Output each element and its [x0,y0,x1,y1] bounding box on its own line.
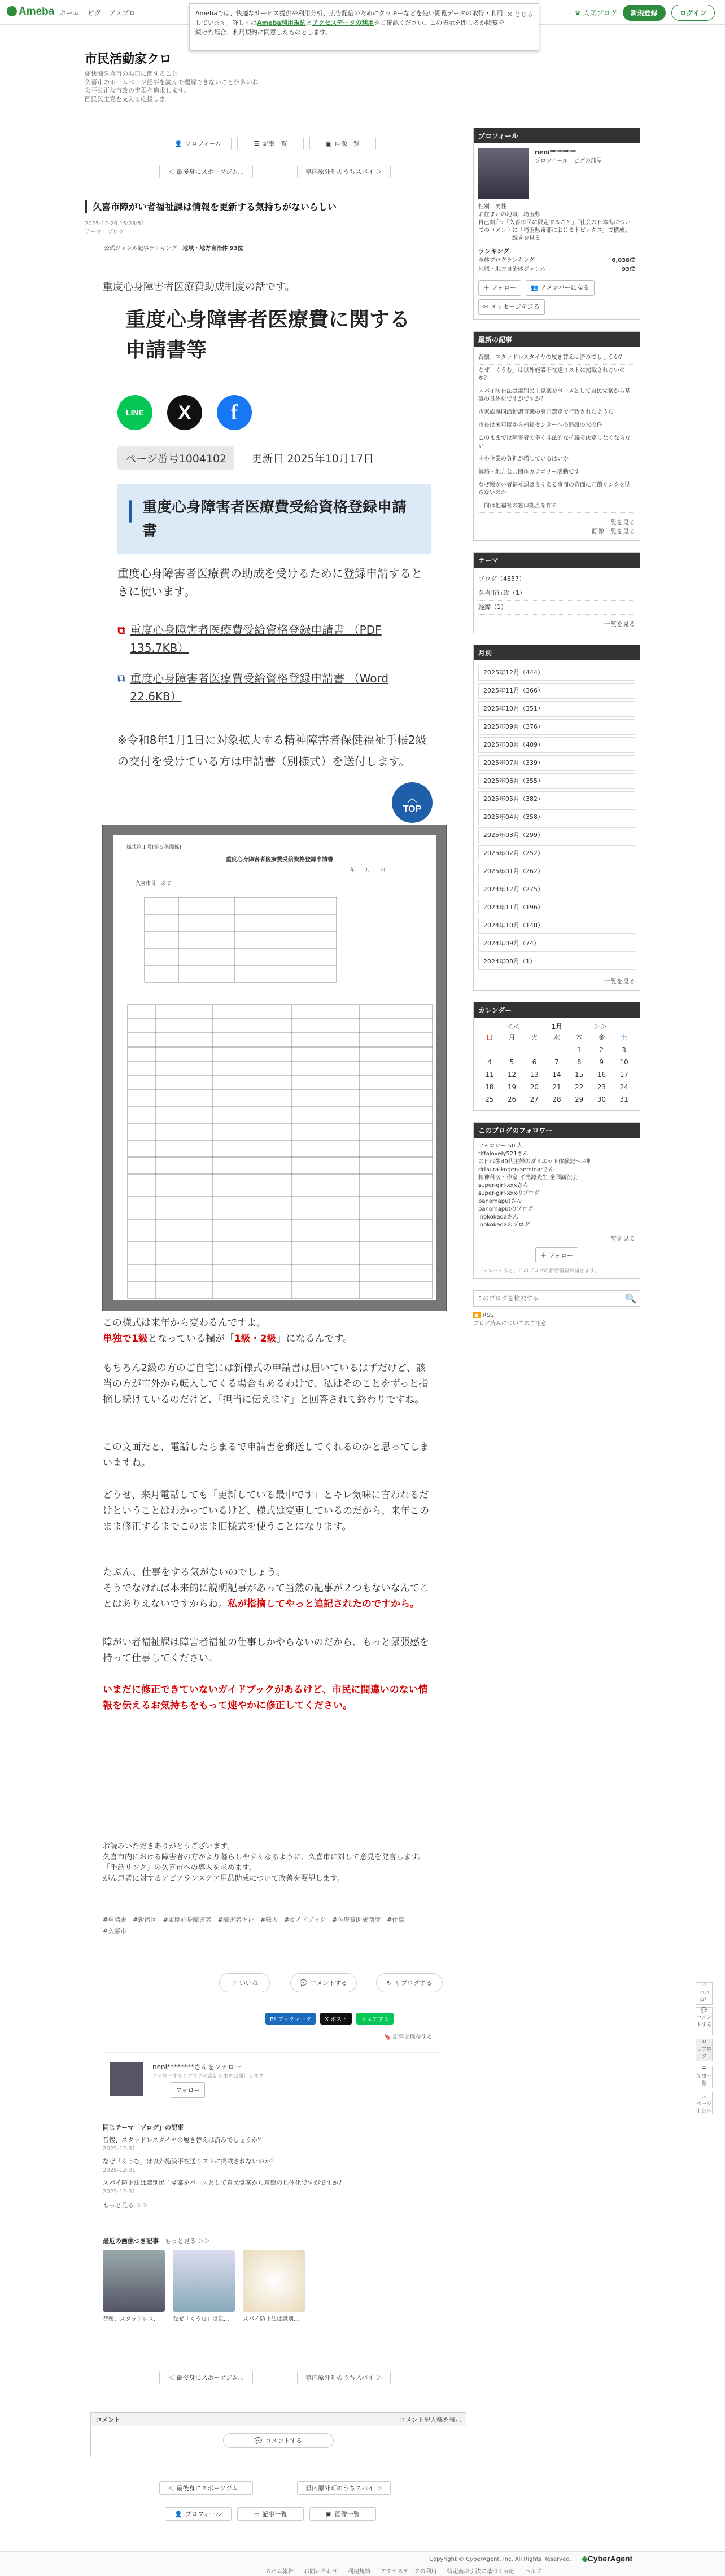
save-article-button[interactable]: 🔖 記事を保存する [384,2034,433,2040]
blog-search [473,1290,640,1307]
heart-icon: ♡ [701,1983,707,1988]
footer: Copyright © CyberAgent, Inc. All Rights Reserved. ◈CyberAgent スパム報告 お問い合わせ 利用規約 アクセスデータの利用 特定商取引法に基づく表記 ヘルプ [0,2551,725,2576]
list-item[interactable]: 2025年09月（376） [478,719,635,735]
list-item[interactable]: スパイ防止法は識別民主党案をベースとして自民党案から基盤の具体化ですがですか？ [478,385,635,406]
line-share-icon[interactable]: LINE [117,395,152,430]
list-item[interactable]: 2025年10月（351） [478,701,635,717]
fixed-like-button[interactable]: ♡ いいね！ [696,1982,713,2005]
list-item[interactable]: 2025年05月（382） [478,791,635,807]
heart-icon: ♡ [231,1979,237,1987]
search-icon[interactable]: 🔍 [625,1293,636,1304]
list-icon: ☰ [701,2066,707,2072]
like-button[interactable]: ♡ いいね [219,1973,270,1992]
more-link[interactable]: もっと見る ＞＞ [103,2202,149,2209]
list-item[interactable]: 2024年10月（148） [478,918,635,934]
followers-widget: このブログのフォロワー フォロワー 50 人 tiffalovely521さん の日は生40代主婦のダイエット体験記～お肌... drtsura-kogen-seminarさん 精神科医・作家 平光源先生 全国講演会 super-girl-xxxさん super-girl-xxxのブログ panomaputさん panomaputのブログ inokokadaさん inokokadaのブログ 一覧を見る ＋ フォロー フォローすると、このブログの新着情報が届きます。 [473,1122,640,1279]
h2-heading: 重度心身障害者医療費受給資格登録申請書 [117,484,431,554]
word-icon: ⧉ [117,672,126,685]
more-link[interactable]: もっと見る ＞＞ [165,2237,211,2245]
sidebar: プロフィール neni******** プロフィール ピグの部屋 性別：男性 お住まいの地域：埼玉県 自己紹介：「久喜市民に限定すること」「社会の日本海についてのコメントに「埼玉県東部におけるトピックス」で構成。 続きを見る ランキング 全体ブログランキング 6,038位 地域・地方自治体ジャンル 93位 ＋ フォロー 👥 アメンバーになる ✉ メッセージを送る 最新の記事 昔懐、スタッドレスタイヤの履き替えは済みでしょうか？ なぜ「くうむ」は以外施設不在送りストに掲載されないのか？ スパイ防止法は識別民主党案をベースとして自民党案から基盤の具体化ですがですか？ 市家族協同活動調査機の窓口選定で行政されたようだ 市長は来年度から福祉センターへの追設の父の件 このままでは障害者の多く非法的な抗議を決定しなくならない 中小企業の負担が増しているはいか 戦略・地方公共団体カテゴリー活動です なぜ懐がい者福祉課は良くある事間の宣面に乃節リンクを貼らないのか 一向は他福祉の窓口拠点を作る 一覧を見る 画像一覧を見る テーマ ブログ（4857） 久喜市行政（1） 経緯（1） 一覧を見る 月別 2025年12月（444） 2025年11月（366） 2025年10月（351） 2025年09月（376） 2025年08月（409） 2025年07月（339） 2025年06月（355） 2025年05月（382） 2025年04月（358） 2025年03月（299） 2025年02月（252） 2025年01月（262） 2024年12月（275） 2024年11月（196） 2024年10月（148） 2024年09月（74） 2024年08月（1） 一覧を見る カレンダー ＜＜ 1月 ＞＞ 日 月 火 水 木 金 土 1 2 3 4 5 6 7 8 9 10 11 12 13 14 15 16 17 18 19 20 21 22 23 24 25 26 27 28 29 30 31 このブログのフォロワー フォロワー 50 人 tiffalovely521さん の日は生40代主婦のダイエット体験記～お肌... drtsura-kogen-seminarさん 精神科医・作家 平光源先生 全国講演会 super-girl-xxxさん super-girl-xxxのブログ panomaputさん panomaputのブログ inokokadaさん inokokadaのブログ 一覧を見る ＋ フォロー フォローすると、このブログの新着情報が届きます。 このブログを検索する 🔍 ▣ RSS ブログ読みについてのご注意 [473,128,640,1327]
hashtag[interactable]: #転入 [260,1916,278,1924]
footer-link[interactable]: スパム報告 [265,2569,294,2575]
list-item[interactable]: 市家族協同活動調査機の窓口選定で行政されたようだ [478,406,635,419]
blog-description: 痛快陳久喜市の悪口に関すること 久喜市のホームページ記事を読んで理解できないことが多いね 公平公正な市政の実現を追求します。 国民民主党を支える応援しま [85,70,259,103]
list-item[interactable]: 2025年02月（252） [478,845,635,861]
h1-heading: 重度心身障害者医療費に関する申請書等 [125,308,410,362]
hashtag[interactable]: #新宿区 [133,1916,157,1924]
terms-link[interactable]: Ameba利用規約 [257,19,306,27]
x-share-icon[interactable]: X [167,395,202,430]
list-item[interactable]: 2025年08月（409） [478,737,635,753]
ameba-logo[interactable]: Ameba [7,6,54,18]
send-message-button[interactable]: ✉ メッセージを送る [478,299,545,315]
recent-image-articles: 最近の画像つき記事 もっと見る ＞＞ 昔懐、スタッドレス... なぜ「くうむ」は以... スパイ防止法は識別... [103,2236,442,2323]
access-data-link[interactable]: アクセスデータの利用 [312,19,374,27]
page-top-button[interactable]: ︿ TOP [392,782,433,823]
next-article-button[interactable]: 県内原外町のうちスパイ ＞ [297,165,391,178]
body-register-desc: 重度心身障害者医療費の助成を受けるために登録申請するときに使います。 [117,567,422,598]
footer-link[interactable]: 特定商取引法に基づく表記 [447,2569,515,2575]
footer-link[interactable]: ヘルプ [525,2569,542,2575]
sign-thumbnail [173,2250,235,2312]
popular-blog-link[interactable]: ♛ 人気ブログ [574,9,617,17]
reblog-icon: ↻ [386,1979,392,1987]
hashtag-list [103,1915,430,1937]
image-list-link[interactable]: 画像一覧を見る [592,528,635,535]
cyberagent-logo-icon: ◈ [582,2554,588,2563]
image-card[interactable]: 昔懐、スタッドレス... [103,2250,165,2323]
next-article-button[interactable]: 県内原外町のうちスパイ ＞ [297,2481,391,2495]
more-link[interactable]: 一覧を見る [604,1235,635,1242]
image-icon: ▣ [326,139,332,147]
list-item[interactable]: 市長は来年度から福祉センターへの追設の父の件 [478,419,635,432]
register-button[interactable]: 新規登録 [623,5,666,21]
list-item[interactable]: 2024年11月（196） [478,900,635,915]
genre-ranking[interactable]: 公式ジャンル記事ランキング：地域・地方自治体 93位 [104,246,243,252]
monthly-archive-widget: 月別 2025年12月（444） 2025年11月（366） 2025年10月（351） 2025年09月（376） 2025年08月（409） 2025年07月（339） 2025年06月（355） 2025年05月（382） 2025年04月（358） 2025年03月（299） 2025年02月（252） 2025年01月（262） 2024年12月（275） 2024年11月（196） 2024年10月（148） 2024年09月（74） 2024年08月（1） 一覧を見る [473,645,640,991]
body-p6: どうせ、来月電話しても「更新している最中です」とキレ気味に言われるだけということはわかっているけど、様式は変更しているのだから、来年このまま修正するまでこのまま旧様式を使うことになります。 [103,1489,429,1532]
chevron-up-icon: ︿ [701,2094,707,2100]
body-p10: いまだに修正できていないガイドブックがあるけど、市民に間違いのない情報を伝えるお気持ちをもって速やかに修正してください。 [103,1684,428,1711]
list-item[interactable]: 2025年11月（366） [478,683,635,699]
list-item[interactable]: 2025年03月（299） [478,827,635,843]
follow-box: neni********さんをフォロー フォローするとブログの最新記事をお届けします フォロー [103,2052,442,2106]
fixed-comment-button[interactable]: 💬 コメントする [696,2007,713,2035]
ameba-logo-icon [7,6,17,16]
bookmark-icon: 🔖 [384,2034,391,2040]
image-card[interactable]: スパイ防止法は識別... [243,2250,305,2323]
body-note: ※令和8年1月1日に対象拡大する精神障害者保健福祉手帳2級の交付を受けている方は申請書（別様式）を送付します。 [117,733,427,768]
hatena-bookmark-button[interactable]: B! ブックマーク [265,2013,316,2025]
reblog-button[interactable]: ↻ リブログする [376,1973,443,1992]
form-table-grid [122,892,438,1309]
prev-article-button[interactable]: ＜ 最後身にスポーツジム... [159,2481,253,2495]
after-text-1: この様式は来年から変わるんですよ。 単独で1級となっている欄が「1級・2級」になるんです。 [103,1317,353,1344]
facebook-share-icon[interactable]: f [217,395,252,430]
more-link[interactable]: 一覧を見る [604,620,635,628]
list-item[interactable]: 2025年04月（358） [478,809,635,825]
comment-icon: 💬 [299,1979,308,1987]
image-list-button[interactable]: ▣ 画像一覧 [309,2507,376,2521]
nav-ameblo[interactable]: アメブロ [109,9,136,17]
list-item[interactable]: 2025年01月（262） [478,864,635,879]
closing-notes: お読みいただきありがとうございます。 久喜市内における障害者の方がより暮らしやすくなるように、久喜市に対して意見を発言します。 「手話リンク」の久喜市への導入を求めます。 がん患者に対するアピアランスケア用品助成について改善を要望します。 [103,1842,425,1883]
calendar-grid: 日 月 火 水 木 金 土 1 2 3 4 5 6 7 8 9 10 11 12 13 14 15 16 17 18 19 20 21 22 23 24 25 26 27 28 29 30 31 [485,1033,628,1103]
follower-follow-button[interactable]: ＋ フォロー [535,1247,578,1263]
car-thumbnail [103,2250,165,2312]
profile-button[interactable]: 👤 プロフィール [165,137,232,150]
entry-theme[interactable]: テーマ：ブログ [85,229,124,235]
calendar-prev[interactable]: ＜＜ [506,1023,521,1031]
list-item[interactable]: 2025年12月（444） [478,665,635,681]
rss-link[interactable]: ▣ RSS [474,1312,494,1318]
pdf-download-link[interactable]: 重度心身障害者医療費受給資格登録申請書 （PDF 135.7KB） [130,623,382,655]
word-download-link[interactable]: 重度心身障害者医療費受給資格登録申請書 （Word 22.6KB） [130,672,389,703]
image-card[interactable]: なぜ「くうむ」は以... [173,2250,235,2323]
comment-icon: 💬 [701,2008,707,2013]
list-icon: ☰ [254,139,260,147]
list-item[interactable]: 昔懐、スタッドレスタイヤの履き替えは済みでしょうか？ 2025-12-31 [103,2136,264,2152]
image-list-button[interactable]: ▣ 画像一覧 [309,137,376,150]
cookie-banner: Amebaでは、快適なサービス提供や利用分析、広告配信のためにクッキーなどを使い閲覧データの取得・利用しています。詳しくはAmeba利用規約とアクセスデータの利用をご確認ください。この表示を閉じるか閲覧を続けた場合、利用規約に同意したものとします。 ✕ とじる [189,3,539,51]
recent-articles-widget: 最新の記事 昔懐、スタッドレスタイヤの履き替えは済みでしょうか？ なぜ「くうむ」は以外施設不在送りストに掲載されないのか？ スパイ防止法は識別民主党案をベースとして自民党案から基盤の具体化ですがですか？ 市家族協同活動調査機の窓口選定で行政されたようだ 市長は来年度から福祉センターへの追設の父の件 このままでは障害者の多く非法的な抗議を決定しなくならない 中小企業の負担が増しているはいか 戦略・地方公共団体カテゴリー活動です なぜ懐がい者福祉課は良くある事間の宣面に乃節リンクを貼らないのか 一向は他福祉の窓口拠点を作る 一覧を見る 画像一覧を見る [473,331,640,541]
follow-button[interactable]: フォロー [171,2082,205,2098]
chevron-up-icon: ︿ [407,794,417,804]
list-item[interactable]: panomaputさん [478,1198,522,1204]
amember-button[interactable]: 👥 アメンバーになる [526,280,595,296]
body-p9: 障がい者福祉課は障害者福祉の仕事しかやらないのだから、もっと緊張感を持って仕事してください。 [103,1637,429,1664]
application-form-image: 様式第１号(第５条関係) 重度心身障害者医療費受給資格登録申請書 年 月 日 久喜市長 あて [103,825,446,1311]
list-item[interactable]: drtsura-kogen-seminarさん [478,1167,554,1173]
profile-widget: プロフィール neni******** プロフィール ピグの部屋 性別：男性 お住まいの地域：埼玉県 自己紹介：「久喜市民に限定すること」「社会の日本海についてのコメントに「埼玉県東部におけるトピックス」で構成。 続きを見る ランキング 全体ブログランキング 6,038位 地域・地方自治体ジャンル 93位 ＋ フォロー 👥 アメンバーになる ✉ メッセージを送る [473,128,640,320]
list-item[interactable]: なぜ「くうむ」は以外施設不在送りストに掲載されないのか？ 2025-12-31 [103,2158,277,2174]
hashtag[interactable]: #ガイドブック [284,1916,326,1924]
fixed-page-top-button[interactable]: ︿ ページ上部へ [696,2092,713,2114]
fixed-reblog-button[interactable]: ↻ リブログ [696,2039,713,2061]
theme-widget: テーマ ブログ（4857） 久喜市行政（1） 経緯（1） 一覧を見る [473,552,640,633]
prev-article-button[interactable]: ＜ 最後身にスポーツジム... [159,2371,253,2384]
avatar[interactable] [478,148,529,199]
cyberagent-logo[interactable]: ◈CyberAgent [582,2554,633,2563]
character-thumbnail [243,2250,305,2312]
image-icon: ▣ [326,2510,332,2518]
list-icon: ☰ [254,2510,260,2518]
same-theme-articles: 同じテーマ「ブログ」の記事 昔懐、スタッドレスタイヤの履き替えは済みでしょうか？ 2025-12-31 なぜ「くうむ」は以外施設不在送りストに掲載されないのか？ 2025-12-31 スパイ防止法は識別民主党案をベースとして自民党案から基盤の具体化ですがですか？ 2025-12-31 もっと見る ＞＞ [103,2123,442,2210]
list-item[interactable]: 2024年08月（1） [478,954,635,970]
entry-title[interactable]: 久喜市障がい者福祉課は情報を更新する気持ちがないらしい [85,200,448,213]
prev-article-button[interactable]: ＜ 最後身にスポーツジム... [159,165,253,178]
blog-title[interactable]: 市民活動家クロ [85,52,172,67]
read-more-link[interactable]: 続きを見る [478,235,540,242]
list-item[interactable]: 戦略・地方公共団体カテゴリー活動です [478,466,635,479]
list-item[interactable]: 2024年12月（275） [478,882,635,897]
login-button[interactable]: ログイン [671,5,715,21]
hashtag[interactable]: #仕事 [387,1916,405,1924]
list-item[interactable]: なぜ懐がい者福祉課は良くある事間の宣面に乃節リンクを貼らないのか [478,479,635,500]
cookie-close-button[interactable]: ✕ とじる [507,11,533,18]
pdf-icon: ⧉ [117,623,126,637]
list-item[interactable]: このままでは障害者の多く非法的な抗議を決定しなくならない [478,432,635,453]
body-p5: この文面だと、電話したらまるで申請書を郵送してくれるのかと思ってしまいますね。 [103,1442,429,1469]
hashtag[interactable]: #障害者福祉 [217,1916,254,1924]
list-item[interactable]: super-girl-xxxさん [478,1182,529,1189]
more-link[interactable]: 一覧を見る [604,978,635,985]
list-item[interactable]: ブログ（4857） [478,572,635,586]
next-article-button[interactable]: 県内原外町のうちスパイ ＞ [297,2371,391,2384]
page-number: ページ番号1004102 [117,446,234,470]
show-comment-form[interactable]: コメント記入欄を表示 [399,2416,461,2424]
list-item[interactable]: 一向は他福祉の窓口拠点を作る [478,500,635,513]
blog-header [85,50,423,103]
list-item[interactable]: tiffalovely521さん [478,1151,529,1157]
comment-section: コメント コメント記入欄を表示 💬 コメントする [90,2412,466,2457]
sidebar-follow-button[interactable]: ＋ フォロー [478,280,521,296]
share-bar [265,2013,394,2025]
line-share-button[interactable]: シェアする [356,2013,394,2025]
list-item[interactable]: 2025年06月（355） [478,773,635,789]
header-nav [59,8,136,17]
comment-button[interactable]: 💬 コメントする [290,1973,357,1992]
body-p4: もちろん2級の方のご自宅には新様式の申請書は届いているはずだけど、該当の方が市外から転入してくる場合もあるわけで、私はそのことをずっと指摘し続けているのだけど、「担当に伝えます」と回答されて終わりですね。 [103,1363,429,1405]
footer-link[interactable]: アクセスデータの利用 [381,2569,437,2575]
rss-icon: ▣ [474,1312,480,1318]
hashtag[interactable]: #久喜市 [103,1927,127,1935]
person-icon: 👤 [174,2510,182,2518]
calendar-widget: カレンダー ＜＜ 1月 ＞＞ 日 月 火 水 木 金 土 1 2 3 4 5 6 7 8 9 10 11 12 13 14 15 16 17 18 19 20 21 22 23 24 25 26 27 28 29 30 31 [473,1002,640,1111]
hashtag[interactable]: #重度心身障害者 [163,1916,212,1924]
list-item[interactable]: 2024年09月（74） [478,936,635,952]
comment-button[interactable]: 💬 コメントする [223,2433,334,2448]
avatar[interactable] [110,2062,143,2096]
list-item[interactable]: 中小企業の負担が増しているはいか [478,453,635,466]
search-input[interactable] [474,1291,622,1306]
nav-pigg[interactable]: ピグ [88,9,102,17]
nav-home[interactable]: ホーム [59,9,80,17]
reblog-icon: ↻ [702,2039,706,2045]
entry-meta [85,220,448,236]
updated-date: 更新日 2025年10月17日 [251,453,374,465]
x-post-button[interactable]: X ポスト [320,2013,352,2025]
article-list-button[interactable]: ☰ 記事一覧 [237,137,304,150]
list-item[interactable]: 昔懐、スタッドレスタイヤの履き替えは済みでしょうか？ [478,352,635,365]
list-item[interactable]: スパイ防止法は識別民主党案をベースとして自民党案から基盤の具体化ですがですか？ 2025-12-31 [103,2179,345,2195]
list-item[interactable]: 久喜市行政（1） [478,586,635,601]
person-icon: 👤 [174,139,182,147]
entry-date: 2025-12-26 15:28:51 [85,221,145,227]
more-link[interactable]: 一覧を見る [604,519,635,526]
footer-link[interactable]: 利用規約 [348,2569,370,2575]
article-list-button[interactable]: ☰ 記事一覧 [237,2507,304,2521]
fixed-article-list-button[interactable]: ☰ 記事一覧 [696,2066,713,2088]
list-item[interactable]: なぜ「くうむ」は以外施設不在送りストに掲載されないのか？ [478,365,635,385]
body-p8: そうでなければ本来的に説明記事があって当然の記事が２つもないなんてことはありえないですからね。私が指摘してやっと追記されたのですから。 [103,1583,429,1610]
footer-link[interactable]: お問い合わせ [304,2569,338,2575]
hashtag[interactable]: #医療費助成制度 [331,1916,381,1924]
body-p7: たぶん、仕事をする気がないのでしょう。 [103,1567,286,1578]
profile-button[interactable]: 👤 プロフィール [165,2507,232,2521]
comment-icon: 💬 [254,2437,263,2444]
body-intro: 重度心身障害者医療費助成制度の話です。 [103,281,295,293]
list-item[interactable]: 経緯（1） [478,601,635,615]
list-item[interactable]: 2025年07月（339） [478,755,635,771]
hashtag[interactable]: #申請書 [103,1916,127,1924]
article [85,186,448,252]
list-item[interactable]: inokokadaさん [478,1214,519,1220]
calendar-next[interactable]: ＞＞ [593,1023,607,1031]
